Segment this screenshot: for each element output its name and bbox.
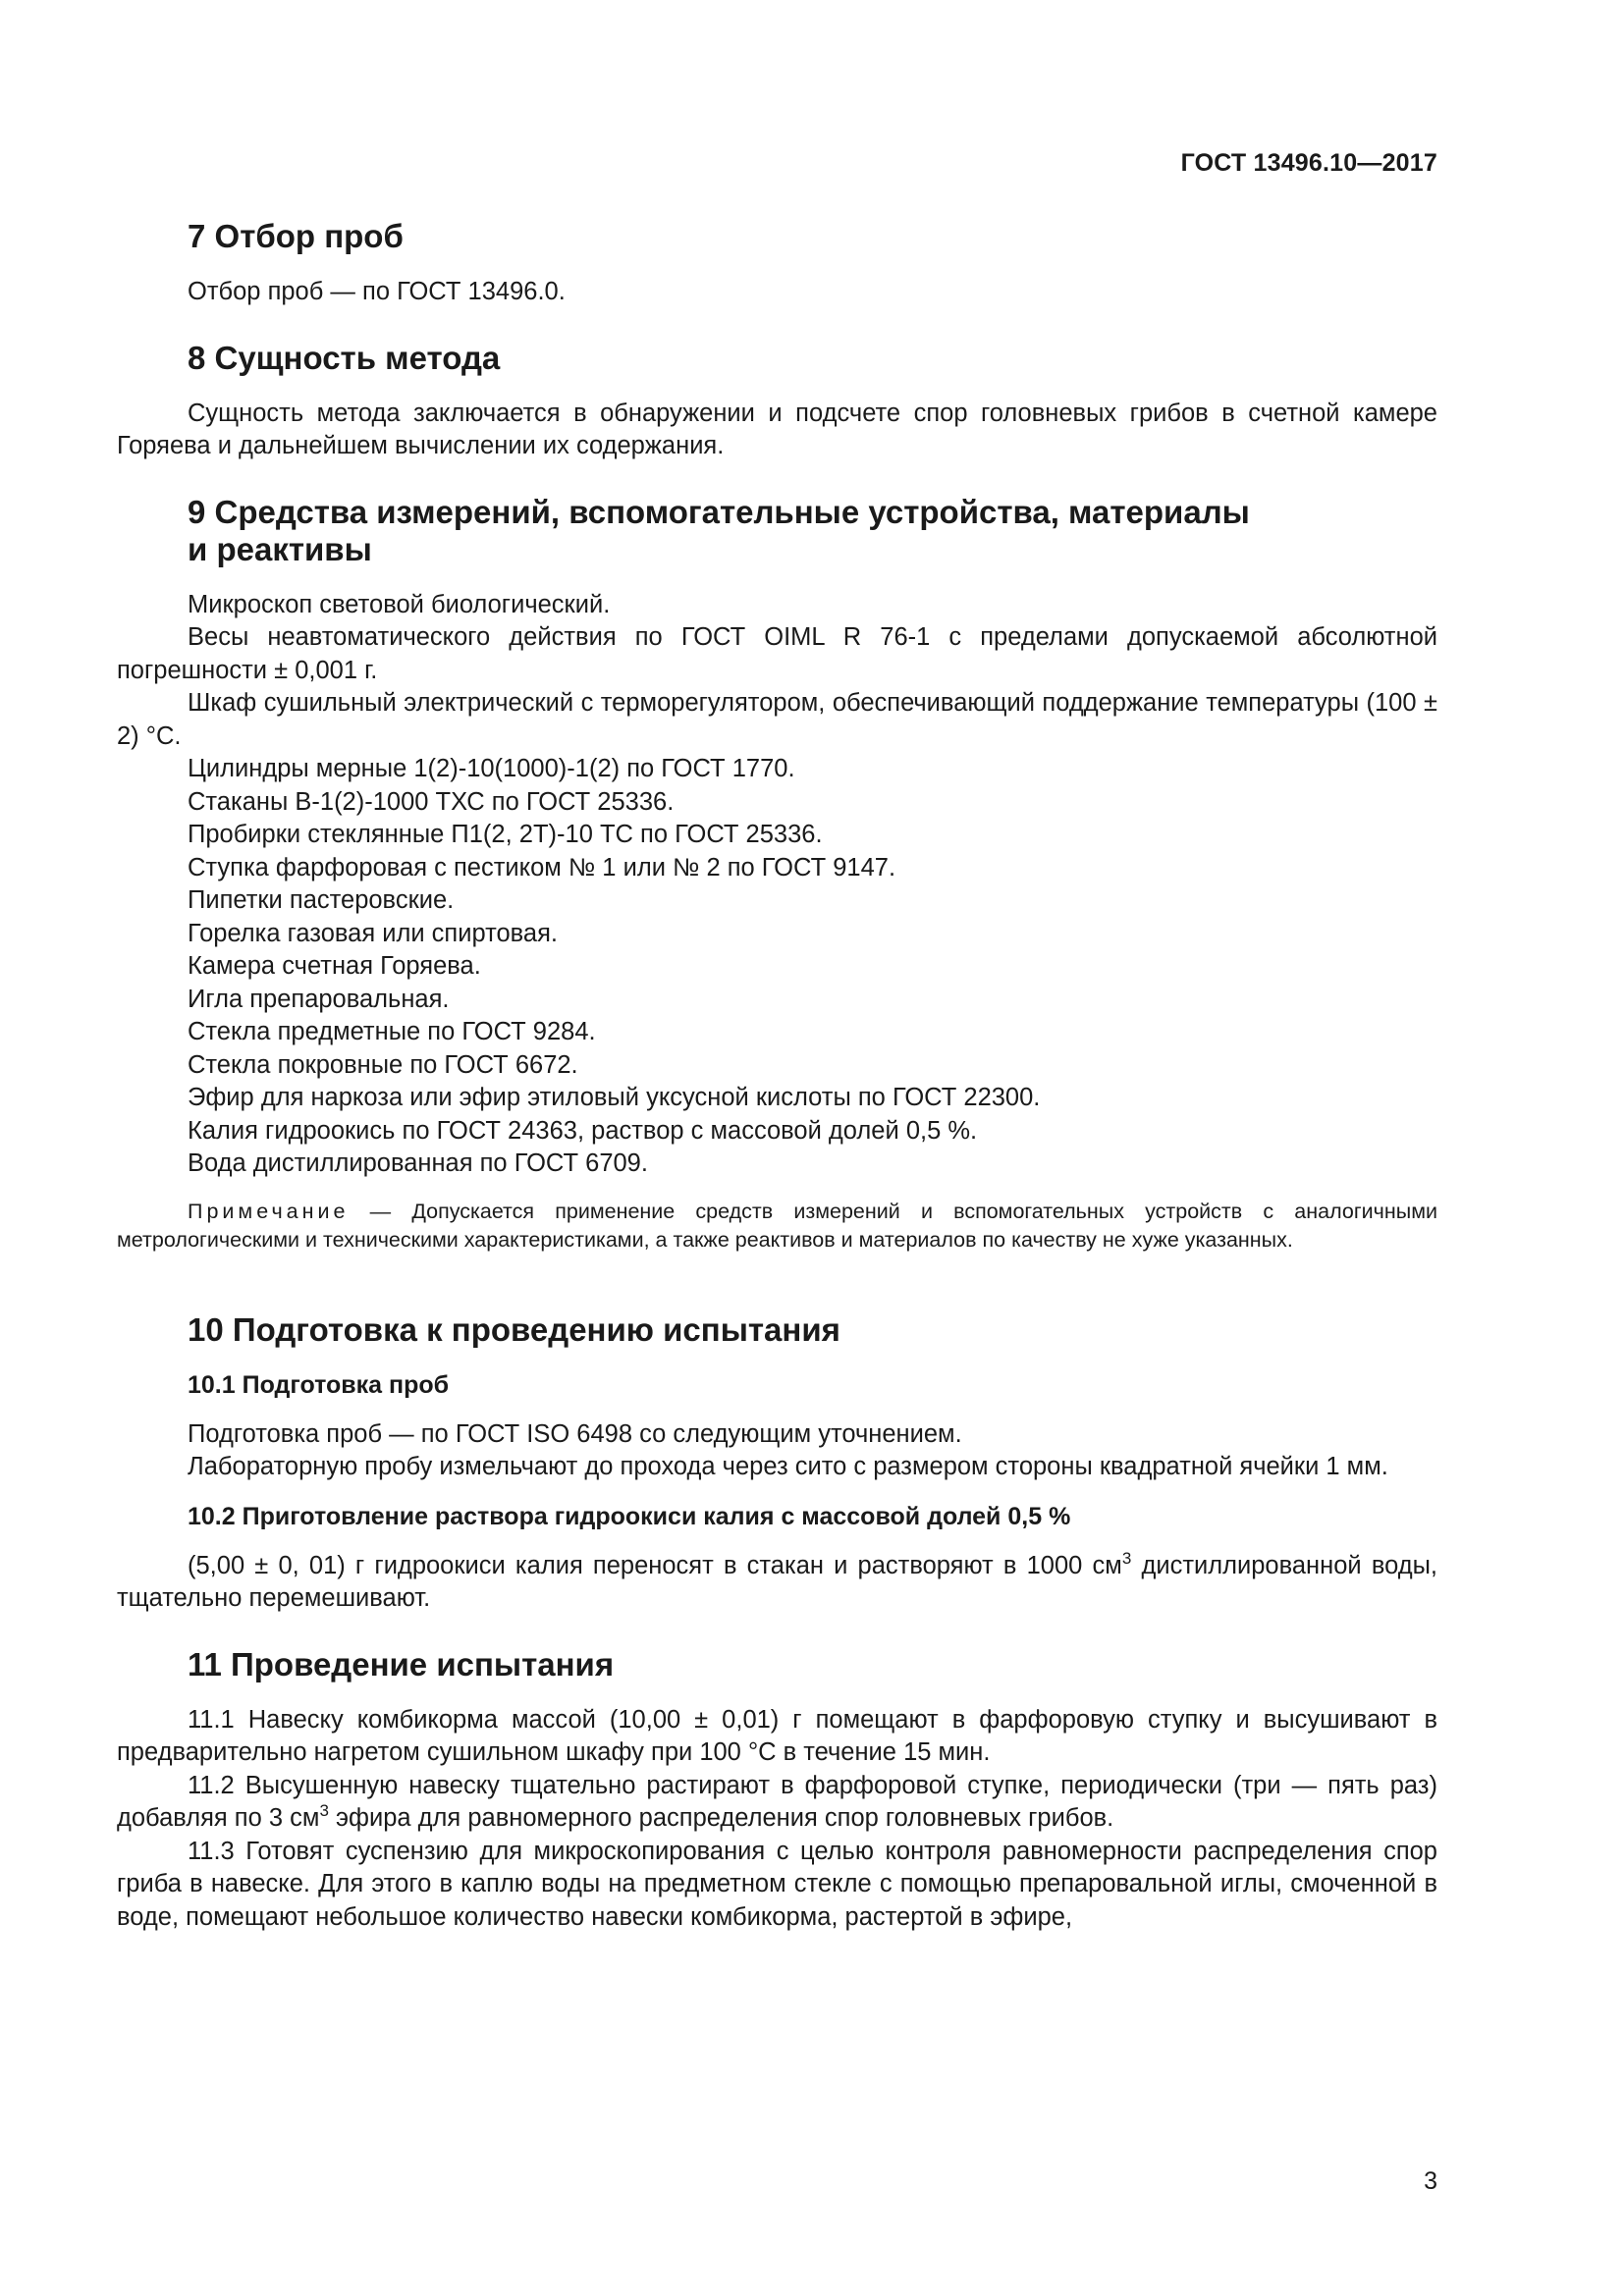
equipment-list <box>117 589 1437 1181</box>
equipment-item: Стекла покровные по ГОСТ 6672. <box>188 1050 578 1079</box>
subsection-10-1-text-1: Подготовка проб — по ГОСТ ISO 6498 со следующим уточнением. <box>188 1419 962 1448</box>
equipment-item: Калия гидроокись по ГОСТ 24363, раствор с массовой долей 0,5 %. <box>188 1116 978 1145</box>
document-code: ГОСТ 13496.10—2017 <box>1180 149 1437 177</box>
section-11-title: 11 Проведение испытания <box>188 1645 615 1682</box>
equipment-item: Пробирки стеклянные П1(2, 2Т)-10 ТС по ГОСТ 25336. <box>188 821 823 848</box>
clause-11-2-part2: эфира для равномерного распределения спор головневых грибов. <box>328 1804 1114 1832</box>
section-9-note <box>117 1198 1437 1255</box>
subsection-10-2-text-part1: (5,00 ± 0, 01) г гидроокиси калия переносят в стакан и растворяют в 1000 см <box>188 1551 1122 1579</box>
clause-11-2 <box>117 1770 1437 1836</box>
section-9-title-line2: и реактивы <box>188 530 372 567</box>
equipment-item: Камера счетная Горяева. <box>188 952 481 980</box>
subsection-10-2-title: 10.2 Приготовление раствора гидроокиси калия с массовой долей 0,5 % <box>188 1502 1071 1530</box>
equipment-item: Шкаф сушильный электрический с терморегулятором, обеспечивающий поддержание температуры (100 ± 2) °С. <box>117 689 1437 750</box>
note-text: — Допускается применение средств измерений и вспомогательных устройств с аналогичными метрологическими и техническими характеристиками, а также реактивов и материалов по качеству не хуже указанных. <box>117 1199 1437 1252</box>
equipment-item: Микроскоп световой биологический. <box>188 590 611 618</box>
section-8-text: Сущность метода заключается в обнаружении и подсчете спор головневых грибов в счетной камере Горяева и дальнейшем вычислении их содержания. <box>117 399 1437 459</box>
superscript-3: 3 <box>319 1801 329 1820</box>
subsection-10-1-text-2: Лабораторную пробу измельчают до прохода через сито с размером стороны квадратной ячейки 1 мм. <box>188 1453 1388 1480</box>
equipment-item: Пипетки пастеровские. <box>188 886 455 914</box>
section-8-title: 8 Сущность метода <box>188 339 501 376</box>
equipment-item: Вода дистиллированная по ГОСТ 6709. <box>188 1149 648 1177</box>
superscript-3: 3 <box>1121 1548 1132 1568</box>
note-label: Примечание <box>188 1199 350 1223</box>
section-10-title: 10 Подготовка к проведению испытания <box>188 1310 840 1348</box>
section-7-title: 7 Отбор проб <box>188 218 404 254</box>
equipment-item: Ступка фарфоровая с пестиком № 1 или № 2 по ГОСТ 9147. <box>188 853 896 881</box>
equipment-item: Стаканы В-1(2)-1000 ТХС по ГОСТ 25336. <box>188 787 675 816</box>
section-7-text: Отбор проб — по ГОСТ 13496.0. <box>188 278 566 305</box>
equipment-item: Горелка газовая или спиртовая. <box>188 919 559 947</box>
equipment-item: Весы неавтоматического действия по ГОСТ OIML R 76-1 с пределами допускаемой абсолютной погрешности ± 0,001 г. <box>117 623 1437 684</box>
subsection-10-2-text <box>117 1550 1437 1616</box>
clause-11-3: 11.3 Готовят суспензию для микроскопирования с целью контроля равномерности распределения спор гриба в навеске. Для этого в каплю воды на предметном стекле с помощью препаровальной иглы, смоченной в воде, помещают небольшое количество навески комбикорма, растертой в эфире, <box>117 1837 1437 1931</box>
page-number: 3 <box>1424 2167 1437 2195</box>
section-9-title-line1: 9 Средства измерений, вспомогательные устройства, материалы <box>188 493 1250 530</box>
equipment-item: Игла препаровальная. <box>188 985 450 1013</box>
equipment-item: Цилиндры мерные 1(2)-10(1000)-1(2) по ГОСТ 1770. <box>188 755 795 782</box>
subsection-10-2-text-part2: дистиллированной воды, тщательно перемешивают. <box>117 1551 1437 1612</box>
equipment-item: Эфир для наркоза или эфир этиловый уксусной кислоты по ГОСТ 22300. <box>188 1084 1041 1111</box>
subsection-10-1-title: 10.1 Подготовка проб <box>188 1370 450 1399</box>
clause-11-2-part1: 11.2 Высушенную навеску тщательно растирают в фарфоровой ступке, периодически (три — пять раз) добавляя по 3 см <box>117 1771 1437 1832</box>
equipment-item: Стекла предметные по ГОСТ 9284. <box>188 1018 596 1045</box>
section-9-title <box>188 494 1437 568</box>
clause-11-1: 11.1 Навеску комбикорма массой (10,00 ± 0,01) г помещают в фарфоровую ступку и высушивают в предварительно нагретом сушильном шкафу при 100 °С в течение 15 мин. <box>117 1705 1437 1766</box>
document-body <box>117 218 1437 1934</box>
